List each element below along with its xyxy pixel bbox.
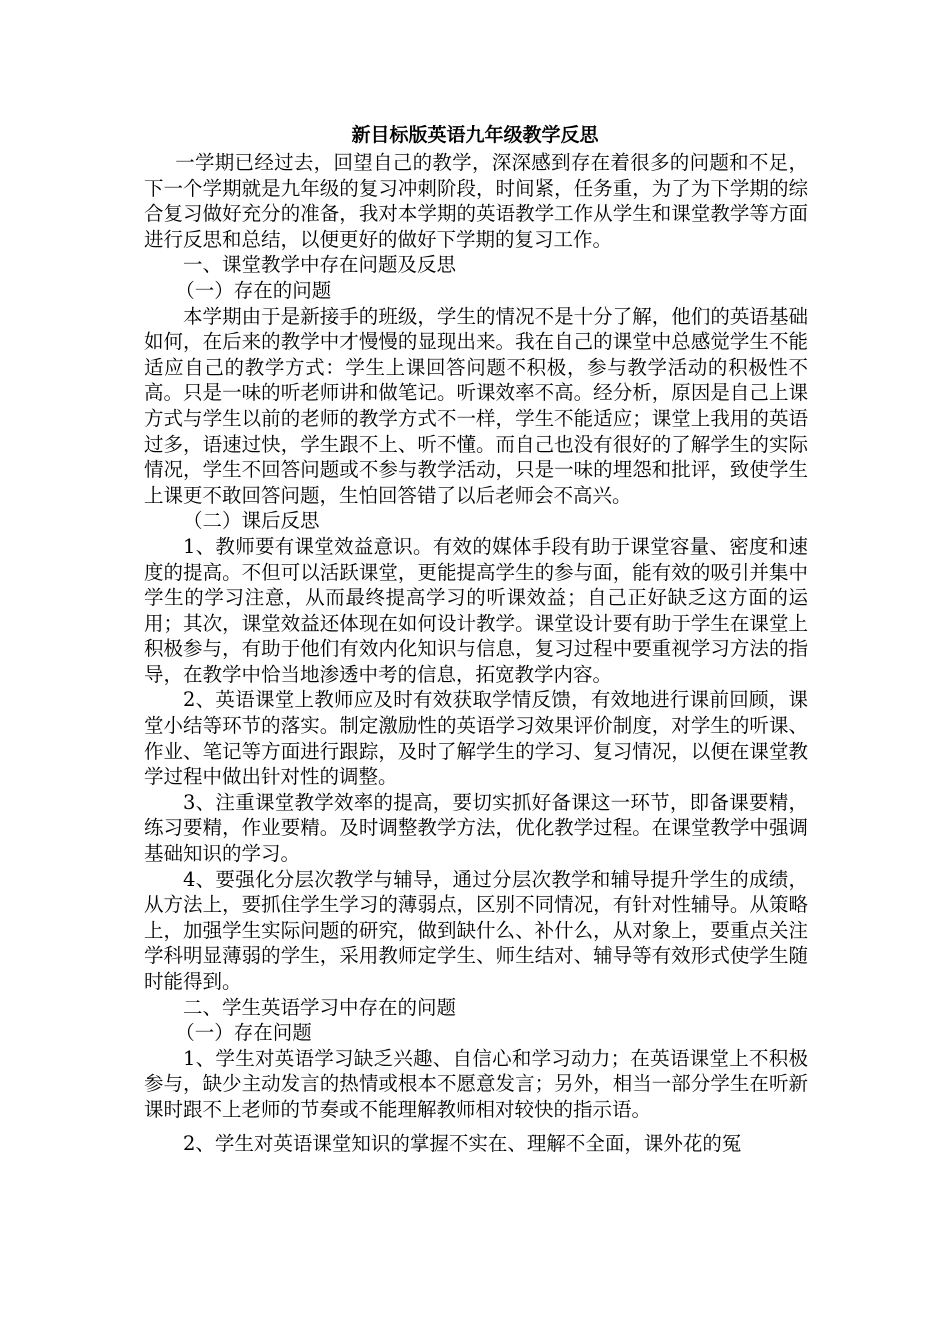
section-heading-1: 一、课堂教学中存在问题及反思	[183, 253, 457, 277]
paragraph-reflection-3: 3、注重课堂教学效率的提高，要切实抓好备课这一环节，即备课要精，练习要精，作业要精。及时调整教学方法，优化教学过程。在课堂教学中强调基础知识的学习。	[144, 790, 808, 866]
document-body	[144, 150, 808, 1156]
paragraph-reflection-1: 1、教师要有课堂效益意识。有效的媒体手段有助于课堂容量、密度和速度的提高。不但可以活跃课堂，更能提高学生的参与面，能有效的吸引并集中学生的学习注意，从而最终提高学习的听课效益；自己正好缺乏这方面的运用；其次，课堂效益还体现在如何设计教学。课堂设计要有助于学生在课堂上积极参与，有助于他们有效内化知识与信息，复习过程中要重视学习方法的指导，在教学中恰当地渗透中考的信息，拓宽教学内容。	[144, 534, 808, 686]
subsection-heading-1-2: （二）课后反思	[183, 509, 320, 533]
paragraph-intro: 一学期已经过去，回望自己的教学，深深感到存在着很多的问题和不足，下一个学期就是九年级的复习冲刺阶段，时间紧，任务重，为了为下学期的综合复习做好充分的准备，我对本学期的英语教学工作从学生和课堂教学等方面进行反思和总结，以便更好的做好下学期的复习工作。	[144, 151, 808, 251]
paragraph-student-problem-1: 1、学生对英语学习缺乏兴趣、自信心和学习动力；在英语课堂上不积极参与，缺少主动发言的热情或根本不愿意发言；另外，相当一部分学生在听新课时跟不上老师的节奏或不能理解教师相对较快的指示语。	[144, 1046, 808, 1121]
paragraph-reflection-4: 4、要强化分层次教学与辅导，通过分层次教学和辅导提升学生的成绩，从方法上，要抓住学生学习的薄弱点，区别不同情况，有针对性辅导。从策略上，加强学生实际问题的研究，做到缺什么、补什么，从对象上，要重点关注学科明显薄弱的学生，采用教师定学生、师生结对、辅导等有效形式使学生随时能得到。	[144, 867, 808, 993]
paragraph-problems: 本学期由于是新接手的班级，学生的情况不是十分了解，他们的英语基础如何，在后来的教学中才慢慢的显现出来。我在自己的课堂中总感觉学生不能适应自己的教学方式：学生上课回答问题不积极，参与教学活动的积极性不高。只是一味的听老师讲和做笔记。听课效率不高。经分析，原因是自己上课方式与学生以前的老师的教学方式不一样，学生不能适应；课堂上我用的英语过多，语速过快，学生跟不上、听不懂。而自己也没有很好的了解学生的实际情况，学生不回答问题或不参与教学活动，只是一味的埋怨和批评，致使学生上课更不敢回答问题，生怕回答错了以后老师会不高兴。	[144, 304, 808, 507]
subsection-heading-1-1: （一）存在的问题	[175, 278, 332, 302]
paragraph-student-problem-2: 2、学生对英语课堂知识的掌握不实在、理解不全面，课外花的冤	[183, 1131, 742, 1155]
paragraph-reflection-2: 2、英语课堂上教师应及时有效获取学情反馈，有效地进行课前回顾，课堂小结等环节的落实。制定激励性的英语学习效果评价制度，对学生的听课、作业、笔记等方面进行跟踪，及时了解学生的学习、复习情况，以便在课堂教学过程中做出针对性的调整。	[144, 688, 808, 789]
subsection-heading-2-1: （一）存在问题	[175, 1021, 312, 1045]
section-heading-2: 二、学生英语学习中存在的问题	[183, 995, 457, 1019]
document-title: 新目标版英语九年级教学反思	[351, 124, 599, 146]
